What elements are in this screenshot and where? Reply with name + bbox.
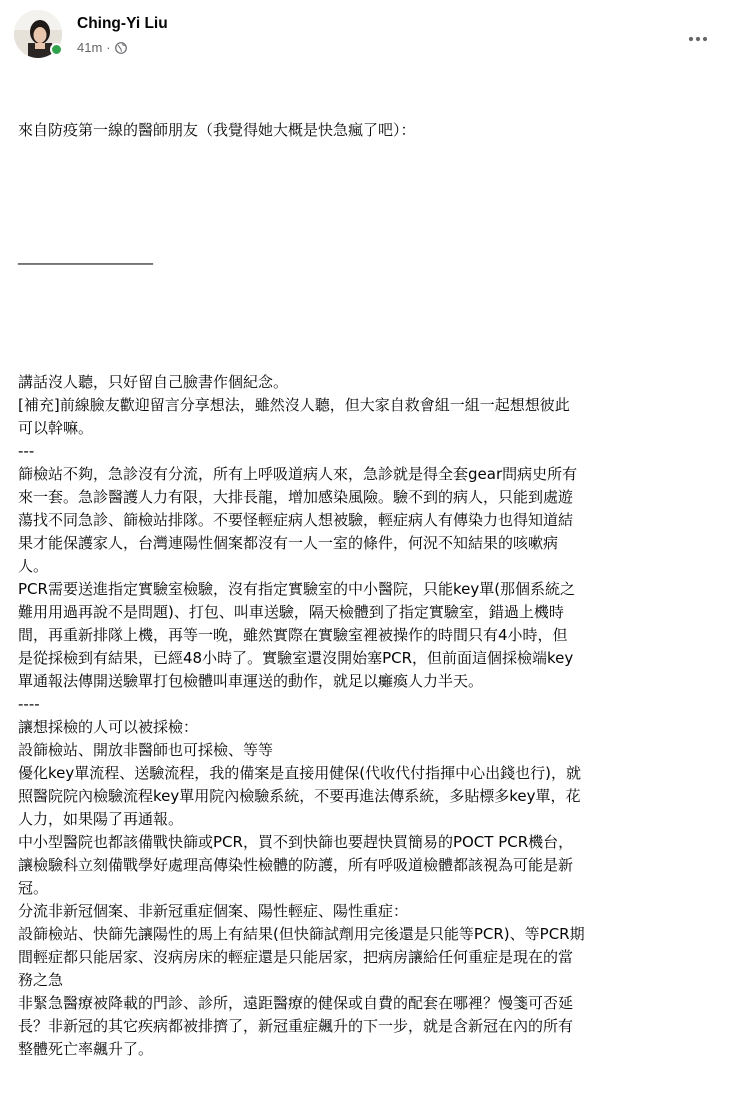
author-name[interactable]: Ching-Yi Liu — [77, 15, 168, 32]
more-dots-icon — [688, 27, 708, 46]
globe-icon[interactable] — [115, 42, 127, 54]
post-intro: 來自防疫第一線的醫師朋友（我覺得她大概是快急瘋了吧）： — [18, 121, 416, 139]
post-divider: __________________ — [18, 247, 153, 265]
post-text — [18, 73, 718, 1107]
meta-separator: · — [106, 40, 111, 55]
post-timestamp[interactable]: 41m — [77, 40, 103, 55]
post-content: 講話沒人聽，只好留自己臉書作個紀念。 [補充]前線臉友歡迎留言分享想法，雖然沒人聽，但大家自救會組一組一起想想彼此 可以幹嘛。 --- 篩檢站不夠，急診沒有分流，所有上呼吸道病人來，急診就是得全套gear問病史所有 來一套。急診醫護人力有限，大排長龍，增加感染風險。驗不到的病人，只能到處遊 蕩找不同急診、篩檢站排隊。不要怪輕症病人想被驗，輕症病人有傳染力也得知道結 果才能保護家人，台灣連陽性個案都沒有一人一室的條件，何況不知結果的咳嗽病 人。 PCR需要送進指定實驗室檢驗，沒有指定實驗室的中小醫院，只能key單(那個系統之 難用用過再說不是問題)、打包、叫車送驗，隔天檢體到了指定實驗室，錯過上機時 間，再重新排隊上機，再等一晚，雖然實際在實驗室裡被操作的時間只有4小時，但 是從採檢到有結果，已經48小時了。實驗室還沒開始塞PCR，但前面這個採檢端key 單通報法傳開送驗單打包檢體叫車運送的動作，就足以癱瘓人力半天。 ---- 讓想採檢的人可以被採檢： 設篩檢站、開放非醫師也可採檢、等等 優化key單流程、送驗流程，我的備案是直接用健保(代收代付指揮中心出錢也行)，就 照醫院院內檢驗流程key單用院內檢驗系統，不要再進法傳系統，多貼標多key單，花 人力，如果陽了再通報。 中小型醫院也都該備戰快篩或PCR，買不到快篩也要趕快買簡易的POCT PCR機台， 讓檢驗科立刻備戰學好處理高傳染性檢體的防護，所有呼吸道檢體都該視為可能是新 冠。 分流非新冠個案、非新冠重症個案、陽性輕症、陽性重症： 設篩檢站、快篩先讓陽性的馬上有結果(但快篩試劑用完後還是只能等PCR)、等PCR期 間輕症都只能居家、沒病房床的輕症還是只能居家，把病房讓給任何重症是現在的當 務之急 非緊急醫療被降載的門診、診所，遠距醫療的健保或自費的配套在哪裡？慢箋可否延 長？非新冠的其它疾病都被排擠了，新冠重症飆升的下一步，就是含新冠在內的所有 整體死亡率飆升了。 — [18, 373, 585, 1058]
post-meta — [77, 40, 127, 55]
post-header — [14, 10, 716, 62]
more-options-button[interactable] — [682, 20, 714, 52]
online-status-dot — [50, 43, 63, 56]
avatar[interactable] — [14, 10, 62, 58]
